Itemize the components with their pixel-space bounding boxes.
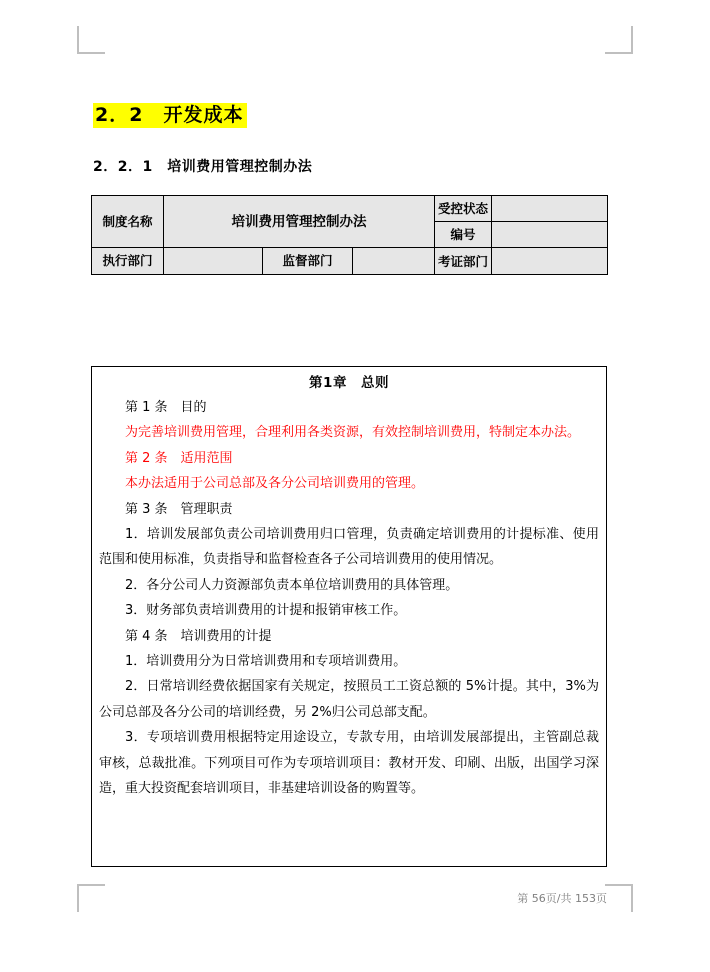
- crop-mark-top-right: [605, 26, 633, 54]
- content-paragraph: 第 4 条 培训费用的计提: [125, 628, 272, 644]
- cell-system-name-label: 制度名称: [92, 196, 164, 248]
- content-paragraph: 第 2 条 适用范围: [125, 450, 233, 466]
- content-paragraph: 为完善培训费用管理，合理利用各类资源，有效控制培训费用，特制定本办法。: [125, 425, 581, 441]
- cell-number-label: 编号: [435, 222, 492, 248]
- content-paragraph: 2．各分公司人力资源部负责本单位培训费用的具体管理。: [125, 577, 459, 593]
- content-paragraph: 3．专项培训费用根据特定用途设立，专款专用，由培训发展部提出，主管副总裁审核，总裁批准。下列项目可作为专项培训项目：教材开发、印刷、出版，出国学习深造，重大投资配套培训项目，非基建培训设备的购置等。: [99, 730, 599, 797]
- table-row: [92, 196, 608, 222]
- subsection-heading: 2．2．1 培训费用管理控制办法: [93, 159, 313, 175]
- cell-supervising-dept-label: 监督部门: [263, 248, 353, 275]
- content-paragraph: 1．培训发展部负责公司培训费用归口管理，负责确定培训费用的计提标准、使用范围和使用标准，负责指导和监督检查各子公司培训费用的使用情况。: [99, 527, 599, 568]
- content-paragraph: 第 3 条 管理职责: [125, 501, 233, 517]
- cell-number-value[interactable]: [492, 222, 608, 248]
- cell-controlled-status-value[interactable]: [492, 196, 608, 222]
- cell-executing-dept-label: 执行部门: [92, 248, 164, 275]
- cell-controlled-status-label: 受控状态: [435, 196, 492, 222]
- content-paragraph: 3．财务部负责培训费用的计提和报销审核工作。: [125, 603, 407, 619]
- table-row: [92, 248, 608, 275]
- content-paragraph: 本办法适用于公司总部及各分公司培训费用的管理。: [125, 476, 425, 492]
- chapter-title: 第1章 总则: [309, 375, 389, 391]
- cell-verification-dept-label: 考证部门: [435, 248, 492, 275]
- section-heading: [93, 102, 247, 128]
- cell-system-name-value: 培训费用管理控制办法: [164, 196, 435, 248]
- crop-mark-top-left: [77, 26, 105, 54]
- page-footer: 第 56页/共 153页: [517, 892, 607, 905]
- paragraph-list: [99, 395, 599, 802]
- document-info-table: [91, 195, 608, 275]
- content-paragraph: 1．培训费用分为日常培训费用和专项培训费用。: [125, 654, 407, 670]
- document-content-box: [91, 366, 607, 867]
- content-paragraph: 第 1 条 目的: [125, 400, 207, 415]
- section-heading-highlight: 2．2 开发成本: [93, 103, 247, 128]
- cell-supervising-dept-value[interactable]: [353, 248, 435, 275]
- content-paragraph: 2．日常培训经费依据国家有关规定，按照员工工资总额的 5%计提。其中，3%为公司总部及各分公司的培训经费，另 2%归公司总部支配。: [99, 679, 599, 720]
- crop-mark-bottom-right: [605, 884, 633, 912]
- cell-executing-dept-value[interactable]: [164, 248, 263, 275]
- cell-verification-dept-value[interactable]: [492, 248, 608, 275]
